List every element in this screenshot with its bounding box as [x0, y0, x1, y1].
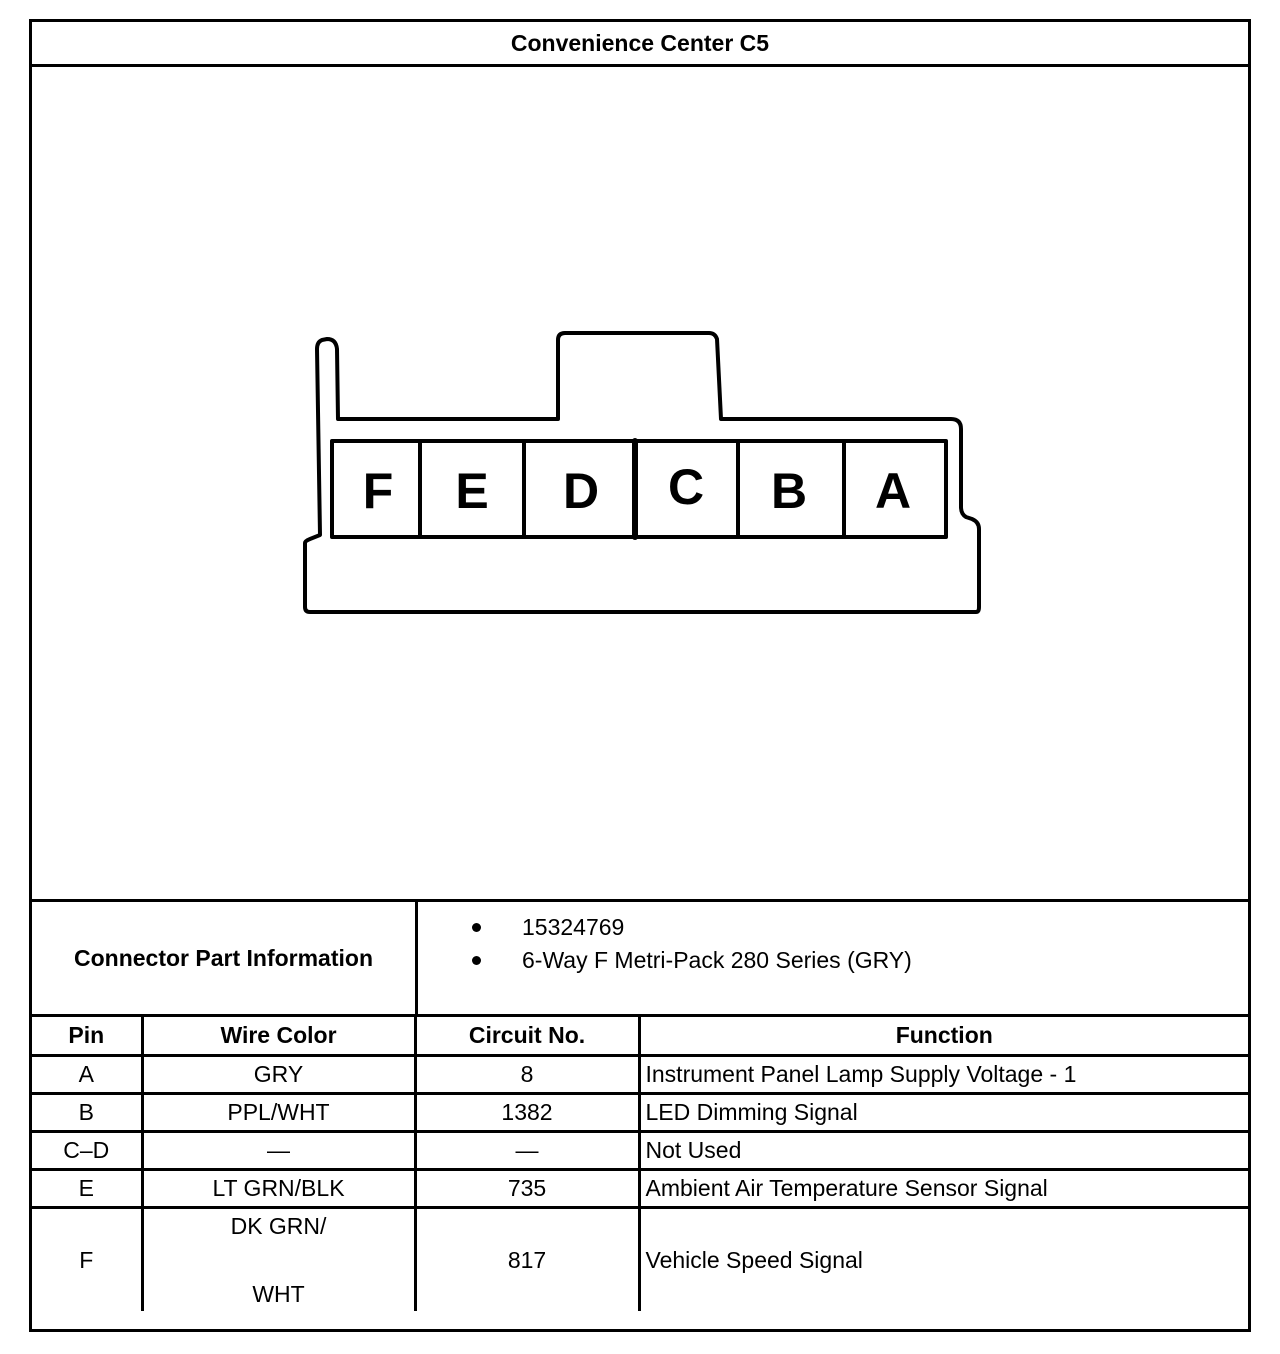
- connector-part-info: [32, 899, 1248, 1017]
- wire-color-line: DK GRN/: [230, 1213, 327, 1239]
- cell-function: Vehicle Speed Signal: [639, 1208, 1248, 1312]
- cell-circuit: 8: [415, 1056, 639, 1094]
- pin-letter-e: E: [455, 463, 489, 519]
- header-wire-color: Wire Color: [142, 1017, 415, 1056]
- cell-wire-color: —: [142, 1132, 415, 1170]
- pin-cavity-frame: [332, 441, 946, 537]
- cell-wire-color: PPL/WHT: [142, 1094, 415, 1132]
- cell-function: LED Dimming Signal: [639, 1094, 1248, 1132]
- cell-function: Instrument Panel Lamp Supply Voltage - 1: [639, 1056, 1248, 1094]
- cell-pin: A: [32, 1056, 142, 1094]
- header-pin: Pin: [32, 1017, 142, 1056]
- bullet-icon: [472, 923, 481, 932]
- pin-letter-a: A: [874, 463, 912, 519]
- table-row: [32, 1056, 1248, 1094]
- pin-letter-c: C: [667, 459, 705, 515]
- table-row: [32, 1208, 1248, 1312]
- connector-diagram: [32, 67, 1248, 899]
- cell-circuit: 735: [415, 1170, 639, 1208]
- header-function: Function: [639, 1017, 1248, 1056]
- cell-function: Ambient Air Temperature Sensor Signal: [639, 1170, 1248, 1208]
- pinout-sheet: [29, 19, 1251, 1332]
- cell-wire-color: LT GRN/BLK: [142, 1170, 415, 1208]
- pin-letter-f: F: [362, 463, 394, 519]
- wire-color-line: WHT: [252, 1281, 305, 1307]
- connector-face-drawing: [32, 67, 1248, 899]
- cell-pin: F: [32, 1208, 142, 1312]
- cell-wire-color: [142, 1208, 415, 1312]
- table-row: [32, 1094, 1248, 1132]
- wire-color-line: [144, 1243, 414, 1277]
- bullet-icon: [472, 956, 481, 965]
- part-info-label: Connector Part Information: [32, 902, 418, 1014]
- connector-description: 6-Way F Metri-Pack 280 Series (GRY): [522, 946, 912, 973]
- pin-letter-d: D: [562, 463, 600, 519]
- table-header-row: [32, 1017, 1248, 1056]
- cell-circuit: 817: [415, 1208, 639, 1312]
- cell-pin: B: [32, 1094, 142, 1132]
- pin-letter-b: B: [770, 463, 808, 519]
- cell-pin: E: [32, 1170, 142, 1208]
- cell-circuit: —: [415, 1132, 639, 1170]
- header-circuit: Circuit No.: [415, 1017, 639, 1056]
- part-number: 15324769: [522, 913, 625, 940]
- pinout-table: [32, 1017, 1248, 1311]
- part-info-list: [418, 902, 1248, 1014]
- cell-function: Not Used: [639, 1132, 1248, 1170]
- page-title: Convenience Center C5: [32, 22, 1248, 67]
- cell-pin: C–D: [32, 1132, 142, 1170]
- table-row: [32, 1170, 1248, 1208]
- cell-circuit: 1382: [415, 1094, 639, 1132]
- table-row: [32, 1132, 1248, 1170]
- cell-wire-color: GRY: [142, 1056, 415, 1094]
